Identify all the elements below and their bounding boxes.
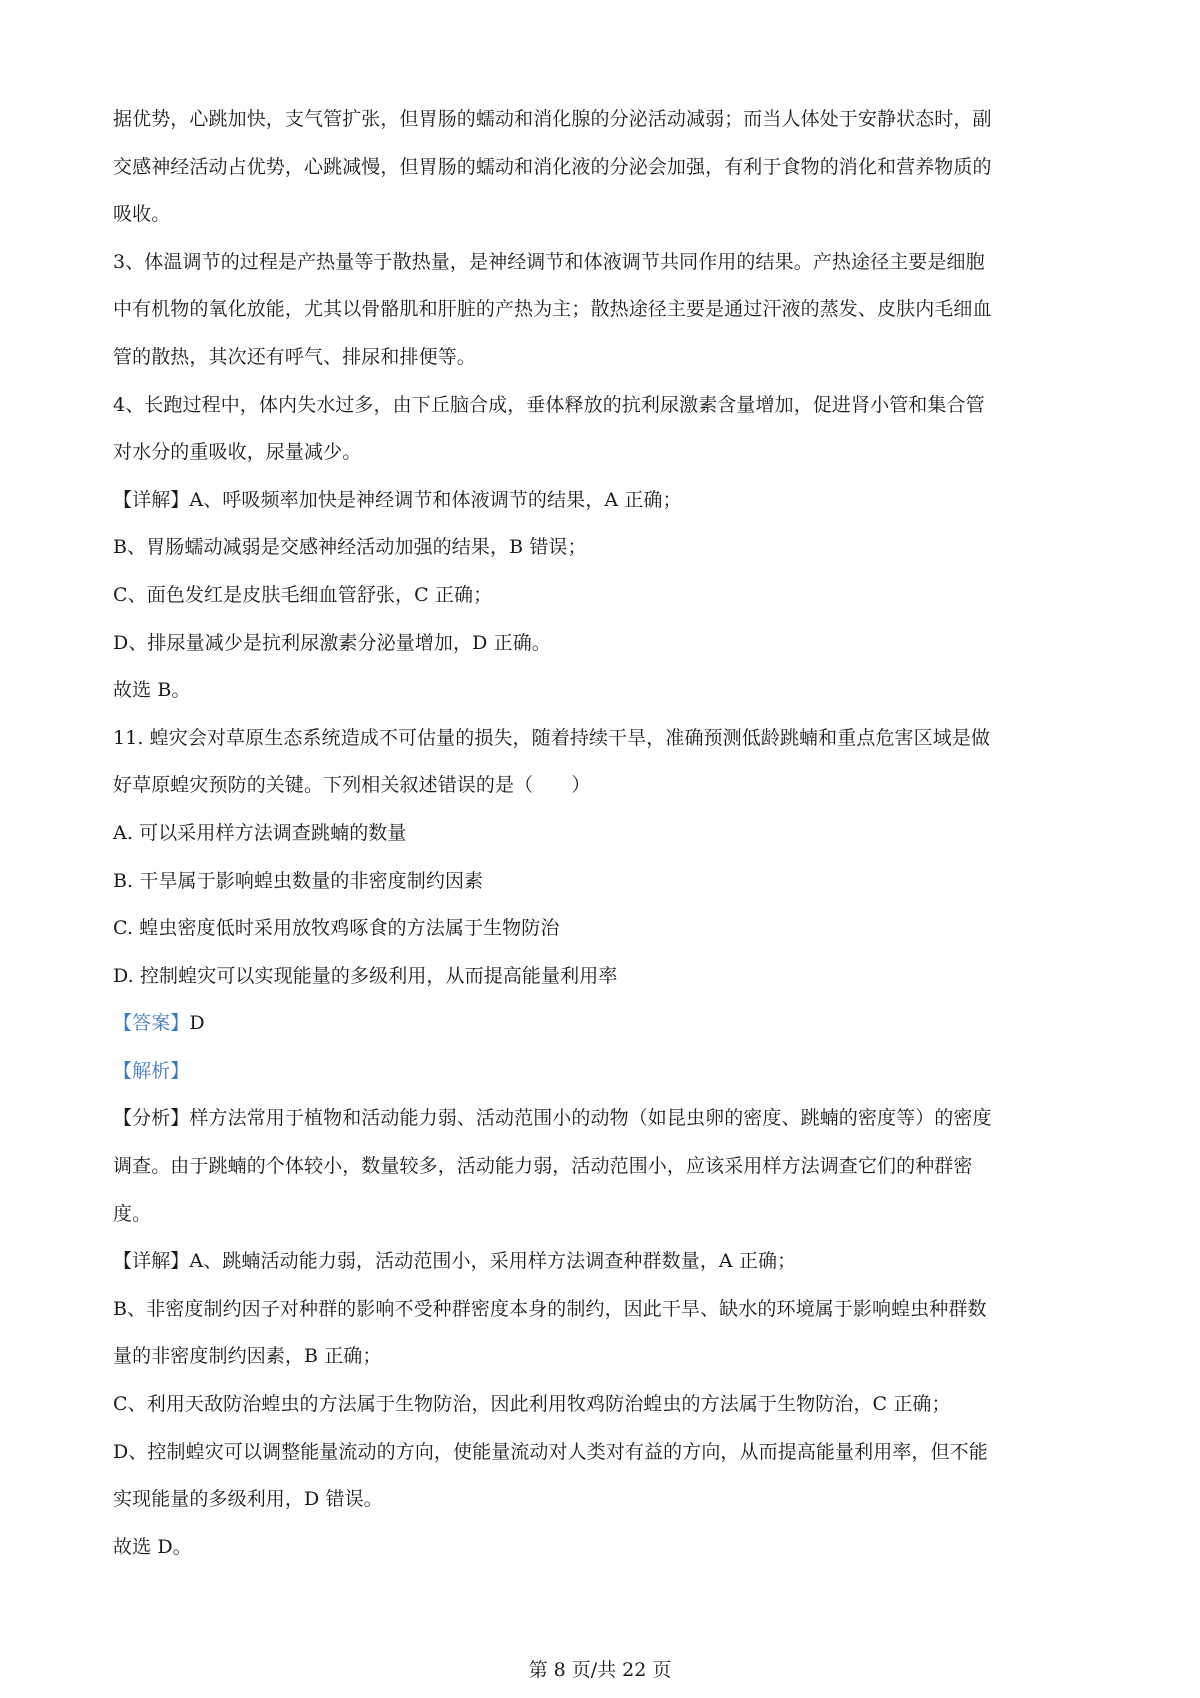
option-a: A. 可以采用样方法调查跳蝻的数量 [113,821,407,844]
option-c: C. 蝗虫密度低时采用放牧鸡啄食的方法属于生物防治 [113,917,560,940]
page-number: 第 8 页/共 22 页 [528,1659,672,1681]
analysis-line: 调查。由于跳蝻的个体较小，数量较多，活动能力弱，活动范围小，应该采用样方法调查它们的种群密 [113,1155,973,1178]
text-line: 交感神经活动占优势，心跳减慢，但胃肠的蠕动和消化液的分泌会加强，有利于食物的消化和营养物质的 [113,155,992,178]
text-line: 管的散热，其次还有呼气、排尿和排便等。 [113,345,476,368]
detail-line: D、排尿量减少是抗利尿激素分泌量增加，D 正确。 [113,631,551,654]
text-line: 对水分的重吸收，尿量减少。 [113,441,362,464]
detail-line: 实现能量的多级利用，D 错误。 [113,1488,383,1511]
option-b: B. 干旱属于影响蝗虫数量的非密度制约因素 [113,869,484,892]
answer-tag: 【答案】 [113,1012,190,1035]
text-line: 中有机物的氧化放能，尤其以骨骼肌和肝脏的产热为主；散热途径主要是通过汗液的蒸发、皮肤内毛细血 [113,298,992,321]
detail-line: B、非密度制约因子对种群的影响不受种群密度本身的制约，因此干旱、缺水的环境属于影响蝗虫种群数 [113,1297,987,1320]
analysis-line: 【分析】样方法常用于植物和活动能力弱、活动范围小的动物（如昆虫卵的密度、跳蝻的密度等）的密度 [113,1107,992,1130]
detail-line: B、胃肠蠕动减弱是交感神经活动加强的结果，B 错误； [113,536,587,559]
detail-line: C、面色发红是皮肤毛细血管舒张，C 正确； [113,583,493,606]
option-d: D. 控制蝗灾可以实现能量的多级利用，从而提高能量利用率 [113,964,618,987]
text-line: 吸收。 [113,203,171,226]
answer-line [113,1000,1093,1048]
analysis-line: 度。 [113,1202,152,1225]
detail-line: D、控制蝗灾可以调整能量流动的方向，使能量流动对人类对有益的方向，从而提高能量利用率，但不能 [113,1440,988,1463]
analysis-tag: 【解析】 [113,1059,190,1082]
conclusion-line: 故选 D。 [113,1535,192,1558]
text-line: 4、长跑过程中，体内失水过多，由下丘脑合成，垂体释放的抗利尿激素含量增加，促进肾小管和集合管 [113,393,985,416]
detail-line: 【详解】A、跳蝻活动能力弱，活动范围小，采用样方法调查种群数量，A 正确； [113,1250,797,1273]
detail-line: C、利用天敌防治蝗虫的方法属于生物防治，因此利用牧鸡防治蝗虫的方法属于生物防治，C 正确； [113,1393,951,1416]
detail-line: 【详解】A、呼吸频率加快是神经调节和体液调节的结果，A 正确； [113,488,682,511]
text-line: 3、体温调节的过程是产热量等于散热量，是神经调节和体液调节共同作用的结果。产热途径主要是细胞 [113,250,985,273]
detail-line: 量的非密度制约因素，B 正确； [113,1345,382,1368]
question-stem: 11. 蝗灾会对草原生态系统造成不可估量的损失，随着持续干旱，准确预测低龄跳蝻和重点危害区域是做 [113,726,991,749]
conclusion-line: 故选 B。 [113,679,191,702]
page-content [113,96,1093,1571]
question-stem: 好草原蝗灾预防的关键。下列相关叙述错误的是（ ） [113,774,591,797]
text-line: 据优势，心跳加快，支气管扩张，但胃肠的蠕动和消化腺的分泌活动减弱；而当人体处于安静状态时，副 [113,108,992,130]
answer-value: D [189,1012,205,1035]
